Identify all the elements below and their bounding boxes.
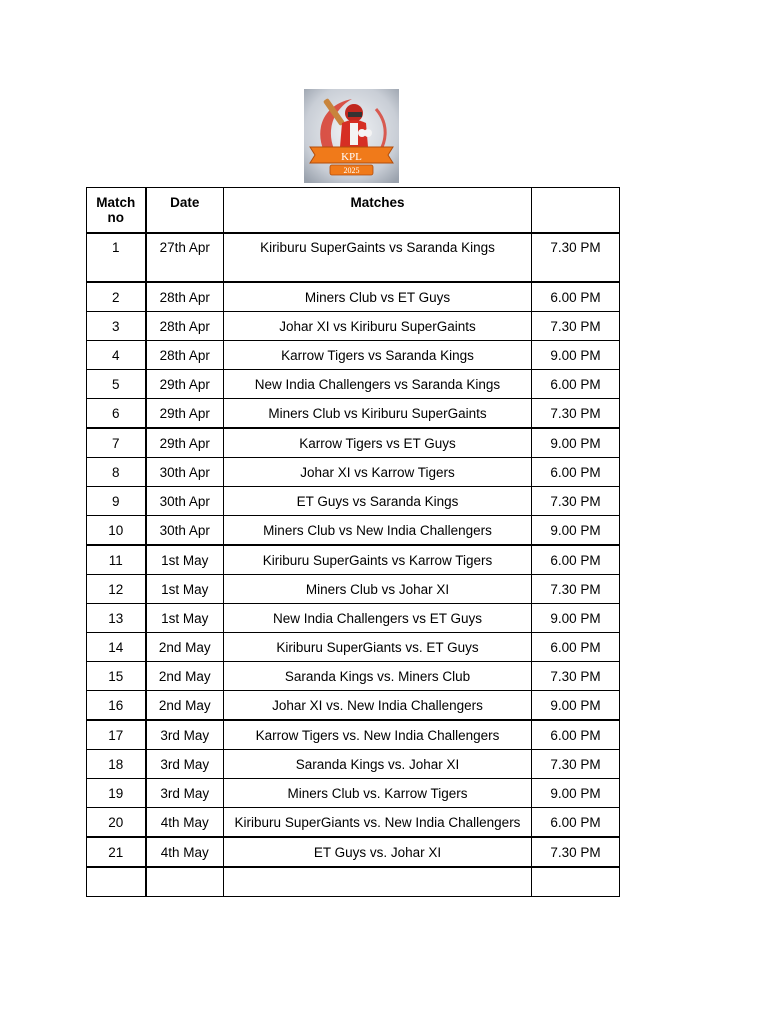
match-cell: Saranda Kings vs. Johar XI <box>224 750 532 779</box>
match-no-cell: 15 <box>87 662 146 691</box>
match-no-cell: 18 <box>87 750 146 779</box>
time-cell: 9.00 PM <box>532 691 620 721</box>
table-row <box>87 633 620 662</box>
table-header-row <box>87 188 620 234</box>
match-no-cell: 14 <box>87 633 146 662</box>
match-no-cell: 5 <box>87 370 146 399</box>
table-row <box>87 282 620 312</box>
match-cell: ET Guys vs. Johar XI <box>224 837 532 867</box>
match-no-cell: 13 <box>87 604 146 633</box>
table-row <box>87 516 620 546</box>
kpl-logo <box>304 89 399 183</box>
date-cell: 3rd May <box>146 720 224 750</box>
date-cell: 29th Apr <box>146 399 224 429</box>
table-row <box>87 720 620 750</box>
header-time <box>532 188 620 234</box>
time-cell: 6.00 PM <box>532 633 620 662</box>
match-cell: Kiriburu SuperGiants vs. New India Challengers <box>224 808 532 838</box>
match-no-cell: 1 <box>87 233 146 282</box>
time-cell: 9.00 PM <box>532 779 620 808</box>
match-no-cell: 2 <box>87 282 146 312</box>
match-no-cell: 7 <box>87 428 146 458</box>
table-row <box>87 808 620 838</box>
cricket-batsman-logo-icon <box>304 89 399 183</box>
table-row <box>87 837 620 867</box>
table-row <box>87 691 620 721</box>
date-cell: 1st May <box>146 575 224 604</box>
time-cell <box>532 867 620 897</box>
match-cell: Miners Club vs. Karrow Tigers <box>224 779 532 808</box>
match-no-cell: 12 <box>87 575 146 604</box>
date-cell: 1st May <box>146 545 224 575</box>
match-no-cell: 19 <box>87 779 146 808</box>
date-cell: 30th Apr <box>146 487 224 516</box>
table-row <box>87 458 620 487</box>
match-cell: New India Challengers vs ET Guys <box>224 604 532 633</box>
date-cell: 4th May <box>146 808 224 838</box>
date-cell: 3rd May <box>146 779 224 808</box>
table-row <box>87 662 620 691</box>
time-cell: 9.00 PM <box>532 604 620 633</box>
table-row <box>87 779 620 808</box>
time-cell: 6.00 PM <box>532 370 620 399</box>
time-cell: 9.00 PM <box>532 341 620 370</box>
date-cell: 28th Apr <box>146 282 224 312</box>
time-cell: 7.30 PM <box>532 487 620 516</box>
date-cell: 3rd May <box>146 750 224 779</box>
date-cell: 2nd May <box>146 633 224 662</box>
date-cell: 1st May <box>146 604 224 633</box>
time-cell: 7.30 PM <box>532 750 620 779</box>
header-date: Date <box>146 188 224 234</box>
table-row <box>87 867 620 897</box>
match-no-cell: 17 <box>87 720 146 750</box>
match-cell <box>224 867 532 897</box>
time-cell: 7.30 PM <box>532 233 620 282</box>
match-cell: Johar XI vs. New India Challengers <box>224 691 532 721</box>
time-cell: 7.30 PM <box>532 575 620 604</box>
match-cell: Kiriburu SuperGiants vs. ET Guys <box>224 633 532 662</box>
time-cell: 6.00 PM <box>532 720 620 750</box>
time-cell: 9.00 PM <box>532 516 620 546</box>
match-cell: Johar XI vs Kiriburu SuperGaints <box>224 312 532 341</box>
header-match-no: Match no <box>87 188 146 234</box>
time-cell: 6.00 PM <box>532 458 620 487</box>
date-cell: 30th Apr <box>146 458 224 487</box>
match-no-cell: 11 <box>87 545 146 575</box>
match-cell: Karrow Tigers vs ET Guys <box>224 428 532 458</box>
date-cell: 29th Apr <box>146 370 224 399</box>
match-no-cell: 20 <box>87 808 146 838</box>
table-row <box>87 604 620 633</box>
match-cell: ET Guys vs Saranda Kings <box>224 487 532 516</box>
match-no-cell: 9 <box>87 487 146 516</box>
match-cell: Miners Club vs Kiriburu SuperGaints <box>224 399 532 429</box>
match-cell: Miners Club vs ET Guys <box>224 282 532 312</box>
table-row <box>87 370 620 399</box>
date-cell: 28th Apr <box>146 312 224 341</box>
match-no-cell: 8 <box>87 458 146 487</box>
match-cell: Kiriburu SuperGaints vs Karrow Tigers <box>224 545 532 575</box>
time-cell: 9.00 PM <box>532 428 620 458</box>
match-no-cell: 10 <box>87 516 146 546</box>
date-cell: 2nd May <box>146 662 224 691</box>
table-row <box>87 750 620 779</box>
match-no-cell <box>87 867 146 897</box>
match-no-cell: 6 <box>87 399 146 429</box>
date-cell: 27th Apr <box>146 233 224 282</box>
match-schedule-table <box>86 187 620 897</box>
time-cell: 7.30 PM <box>532 312 620 341</box>
date-cell: 28th Apr <box>146 341 224 370</box>
table-row <box>87 233 620 282</box>
date-cell: 29th Apr <box>146 428 224 458</box>
date-cell: 2nd May <box>146 691 224 721</box>
match-cell: Karrow Tigers vs Saranda Kings <box>224 341 532 370</box>
table-row <box>87 428 620 458</box>
logo-text: KPL <box>341 151 362 163</box>
match-no-cell: 21 <box>87 837 146 867</box>
match-no-cell: 4 <box>87 341 146 370</box>
match-cell: Miners Club vs Johar XI <box>224 575 532 604</box>
match-no-cell: 16 <box>87 691 146 721</box>
table-row <box>87 545 620 575</box>
header-matches: Matches <box>224 188 532 234</box>
match-cell: New India Challengers vs Saranda Kings <box>224 370 532 399</box>
time-cell: 6.00 PM <box>532 545 620 575</box>
logo-year: 2025 <box>343 166 360 175</box>
date-cell <box>146 867 224 897</box>
table-row <box>87 341 620 370</box>
match-cell: Kiriburu SuperGaints vs Saranda Kings <box>224 233 532 282</box>
time-cell: 7.30 PM <box>532 837 620 867</box>
match-cell: Saranda Kings vs. Miners Club <box>224 662 532 691</box>
match-no-cell: 3 <box>87 312 146 341</box>
date-cell: 30th Apr <box>146 516 224 546</box>
time-cell: 7.30 PM <box>532 399 620 429</box>
time-cell: 7.30 PM <box>532 662 620 691</box>
time-cell: 6.00 PM <box>532 282 620 312</box>
time-cell: 6.00 PM <box>532 808 620 838</box>
date-cell: 4th May <box>146 837 224 867</box>
match-cell: Johar XI vs Karrow Tigers <box>224 458 532 487</box>
table-row <box>87 575 620 604</box>
table-row <box>87 399 620 429</box>
table-row <box>87 312 620 341</box>
match-cell: Miners Club vs New India Challengers <box>224 516 532 546</box>
table-row <box>87 487 620 516</box>
match-cell: Karrow Tigers vs. New India Challengers <box>224 720 532 750</box>
